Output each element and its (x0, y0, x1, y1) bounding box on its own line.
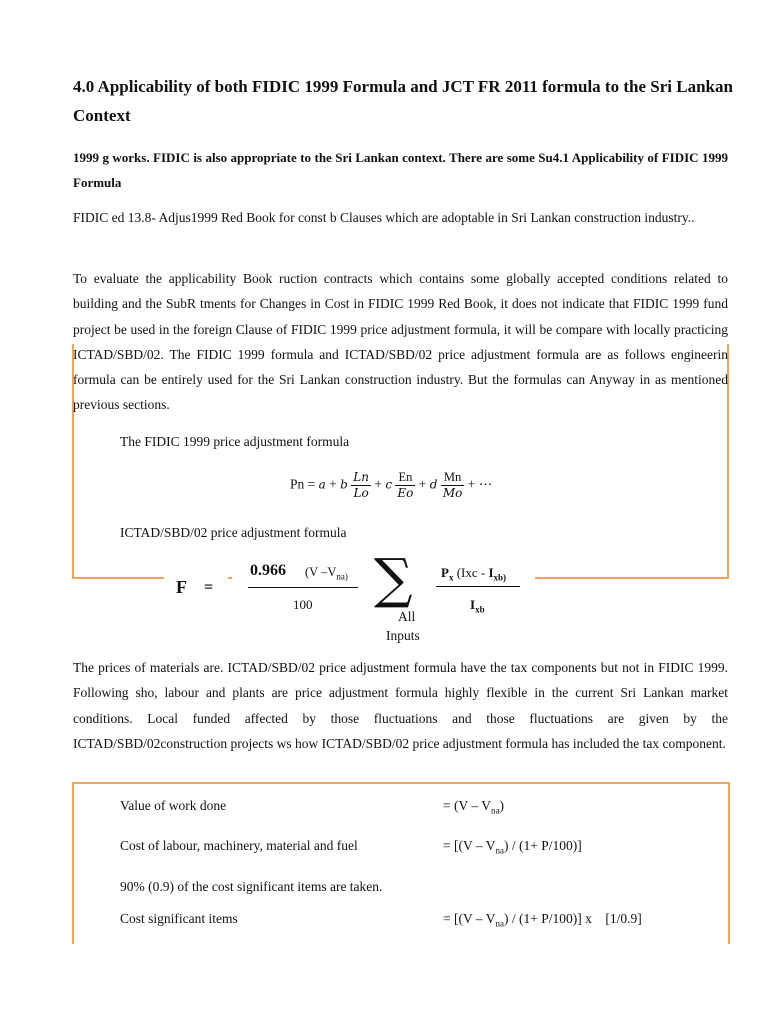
box1-dot (228, 577, 232, 579)
fraction-en-eo (395, 470, 415, 501)
px-symbol: P (441, 565, 449, 580)
fraction-numerator: Ln (353, 470, 369, 484)
formula-lhs: Pn (290, 476, 305, 492)
box2-right-border (728, 782, 730, 944)
paragraph-1: FIDIC ed 13.8- Adjus1999 Red Book for const b Clauses which are adoptable in Sri Lankan construction industry.. (73, 210, 695, 225)
row-value-of-work-label: Value of work done (120, 798, 227, 813)
row-value-of-work-value (443, 798, 504, 816)
value-text: = (V – V (443, 798, 491, 813)
ixc-text: (Ixc - (453, 565, 489, 580)
subsection-heading: 1999 g works. FIDIC is also appropriate to the Sri Lankan context. There are some Su4.1 Applicability of FIDIC 1999 Formula (73, 150, 728, 190)
fraction-denominator: Eo (397, 486, 414, 500)
box1-bottom-border-left (72, 577, 164, 579)
row-cost-label: Cost of labour, machinery, material and fuel (120, 838, 358, 853)
ictad-formula-label: ICTAD/SBD/02 price adjustment formula (120, 525, 347, 540)
formula-eq: = (307, 476, 316, 492)
sigma-inputs: Inputs (386, 628, 420, 643)
value-text-end: ) (499, 798, 504, 813)
den-i-symbol: I (470, 597, 476, 612)
fraction-ln-lo (351, 470, 371, 501)
formula-c: c (385, 477, 393, 492)
sigma-all: All (398, 609, 416, 624)
value-text-end: ) / (1+ P/100)] (504, 838, 582, 853)
fraction-bar (248, 587, 358, 588)
den-subscript: xb (475, 604, 485, 615)
value-subscript: na (495, 918, 504, 929)
paragraph-2: To evaluate the applicability Book ruction contracts which contains some globally accepted conditions related to building and the SubR tments for Changes in Cost in FIDIC 1999 Red Book, it does not indicate that FIDIC 1999 fund project be used in the foreign Clause of FIDIC 1999 price adjustment formula, it will be compare with locally practicing ICTAD/SBD/02. The FIDIC 1999 formula and ICTAD/SBD/02 price adjustment formula are as follows engineerin formula can be entirely used for the Sri Lankan construction industry. But the formulas can Anyway in as mentioned previous sections. (73, 271, 728, 413)
v-term-text: (V –V (305, 565, 337, 579)
fidic-formula-label: The FIDIC 1999 price adjustment formula (120, 434, 350, 449)
formula-f: F (176, 577, 187, 597)
paragraph-3: The prices of materials are. ICTAD/SBD/02 price adjustment formula have the tax components but not in FIDIC 1999. Following sho, labour and plants are price adjustment formula highly flexible in the current Sri Lankan market conditions. Local funded affected by those fluctuations and those fluctuations are given by the ICTAD/SBD/02construction projects ws how ICTAD/SBD/02 price adjustment formula has included the tax component. (73, 660, 728, 751)
ixb-subscript: xb) (493, 572, 507, 583)
box2-left-border (72, 782, 74, 944)
value-text: = [(V – V (443, 911, 496, 926)
formula-d: d (429, 477, 438, 492)
row-cost-significant-label: Cost significant items (120, 911, 238, 926)
box2-top-border (72, 782, 730, 784)
formula-b: b (340, 477, 348, 492)
fraction-denominator: Mo (442, 486, 463, 500)
fraction-denominator: Lo (353, 486, 369, 500)
formula-denominator-2 (470, 597, 485, 615)
formula-denominator: 100 (293, 597, 313, 612)
formula-ellipsis: + ⋯ (467, 476, 493, 492)
formula-plus: + (374, 476, 382, 492)
value-subscript: na (495, 845, 504, 856)
value-text-end: ) / (1+ P/100)] x [1/0.9] (504, 911, 642, 926)
row-cost-value (443, 838, 582, 856)
formula-plus: + (418, 476, 427, 492)
formula-a: a (318, 477, 326, 492)
ixb-symbol: I (488, 565, 494, 580)
fraction-numerator: En (395, 470, 415, 486)
box1-bottom-border-right (535, 577, 729, 579)
value-text: = [(V – V (443, 838, 496, 853)
row-ninety-percent: 90% (0.9) of the cost significant items are taken. (120, 879, 383, 894)
fraction-numerator: Mn (441, 470, 465, 486)
value-subscript: na (491, 805, 500, 816)
sigma-symbol: ∑ (374, 547, 413, 610)
row-cost-significant-value (443, 911, 642, 929)
fraction-bar-2 (436, 586, 520, 587)
formula-equals: = (204, 579, 214, 596)
formula-numerator (441, 565, 506, 583)
fraction-mn-mo (441, 470, 465, 501)
formula-plus: + (329, 476, 337, 492)
section-heading: 4.0 Applicability of both FIDIC 1999 Formula and JCT FR 2011 formula to the Sri Lankan Context (73, 77, 733, 125)
fidic-formula (290, 470, 492, 501)
px-subscript: x (448, 572, 454, 583)
formula-v-term (305, 565, 348, 582)
v-term-subscript: na) (336, 571, 348, 582)
formula-coefficient: 0.966 (250, 562, 286, 579)
